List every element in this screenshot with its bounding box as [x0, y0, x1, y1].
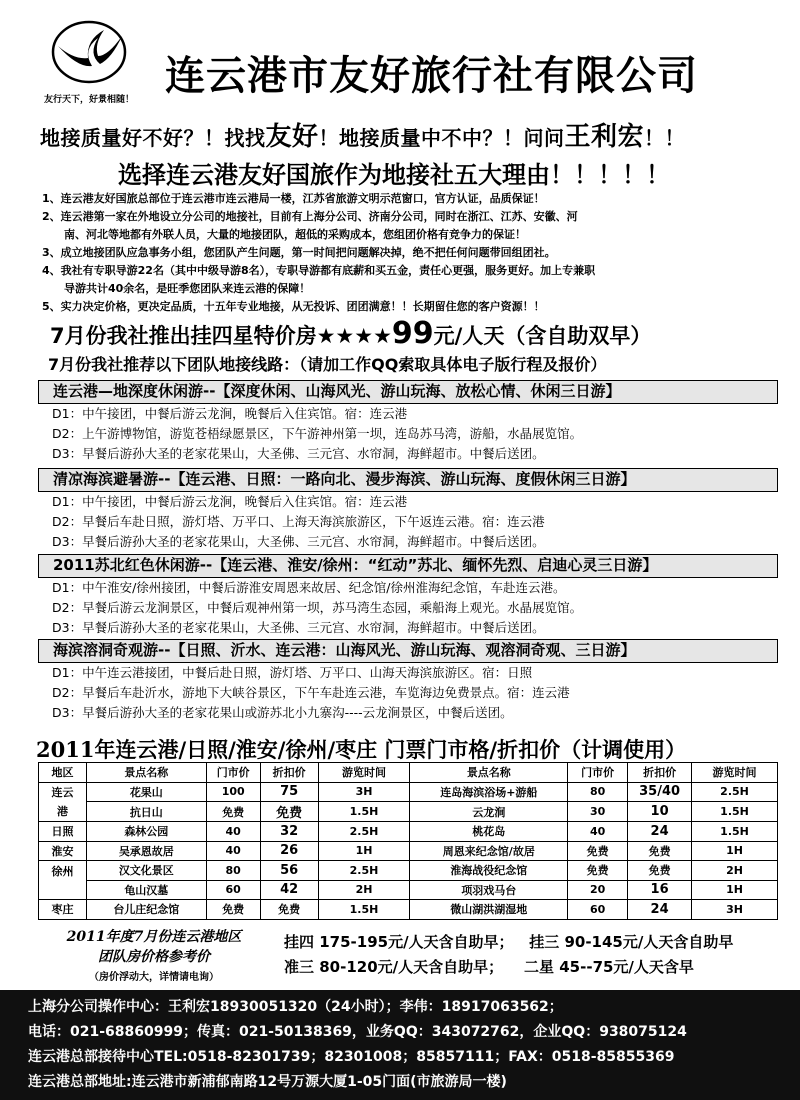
route-day: D3：早餐后游孙大圣的老家花果山，大圣佛、三元宫、水帘洞，海鲜超市。中餐后送团。 [52, 534, 545, 549]
ticket-price-table [38, 762, 778, 920]
team-room-price-label [36, 926, 272, 983]
table-row [39, 822, 778, 842]
slogan-quality [40, 116, 685, 153]
region-cell: 枣庄 [39, 900, 87, 920]
table-cell: 60 [206, 880, 260, 900]
table-cell: 2H [692, 861, 778, 881]
table-cell: 免费 [628, 841, 692, 861]
promo-suffix: 元/人天（含自助双早） [433, 324, 652, 348]
slogan-five-reasons: 选择连云港友好国旅作为地接社五大理由！！！！！ [118, 160, 670, 189]
table-cell: 免费 [628, 861, 692, 881]
table-cell: 42 [260, 880, 318, 900]
table-cell: 10 [628, 802, 692, 822]
route-title: 海滨溶洞奇观游--【日照、沂水、连云港：山海风光、游山玩海、观溶洞奇观、三日游】 [38, 639, 778, 663]
column-header: 游览时间 [318, 763, 410, 783]
table-cell: 免费 [260, 900, 318, 920]
table-row [39, 861, 778, 881]
column-header: 门市价 [568, 763, 628, 783]
table-cell: 项羽戏马台 [410, 880, 568, 900]
route-day: D1：中午淮安/徐州接团，中餐后游淮安周恩来故居、纪念馆/徐州淮海纪念馆，车赴连云港。 [52, 580, 566, 595]
table-cell: 80 [568, 782, 628, 802]
company-name: 连云港市友好旅行社有限公司 [165, 53, 698, 99]
table-cell: 2H [318, 880, 410, 900]
region-cell: 徐州 [39, 861, 87, 881]
table-cell: 台儿庄纪念馆 [86, 900, 206, 920]
column-header: 折扣价 [628, 763, 692, 783]
table-cell: 24 [628, 822, 692, 842]
reason-item: 3、成立地接团队应急事务小组，您团队产生问题，第一时间把问题解决掉，绝不把任何问题带回组团社。 [42, 246, 556, 259]
table-cell: 16 [628, 880, 692, 900]
reason-item: 5、实力决定价格，更决定品质，十五年专业地接，从无投诉、团团满意！！长期留住您的客户资源！！ [42, 300, 545, 313]
route-block [38, 554, 778, 638]
table-cell: 桃花岛 [410, 822, 568, 842]
table-cell: 1H [318, 841, 410, 861]
table-cell: 汉文化景区 [86, 861, 206, 881]
table-row [39, 841, 778, 861]
table-cell: 森林公园 [86, 822, 206, 842]
slogan-part: 王利宏 [564, 122, 645, 152]
promo-prefix: 7月份我社推出挂四星特价房★★★★ [50, 324, 392, 348]
footer-line: 电话：021-68860999；传真：021-50138369，业务QQ：343072762，企业QQ：938075124 [28, 1024, 687, 1040]
table-row [39, 880, 778, 900]
table-cell: 3H [692, 900, 778, 920]
rate-item: 挂三 90-145元/人天含自助早 [529, 933, 734, 951]
table-cell: 3H [318, 782, 410, 802]
table-cell: 微山湖洪湖湿地 [410, 900, 568, 920]
reason-item: 南、河北等地都有外联人员，大量的地接团队，超低的采购成本，您组团价格有竞争力的保证！ [64, 228, 526, 241]
route-day: D3：早餐后游孙大圣的老家花果山，大圣佛、三元宫、水帘洞，海鲜超市。中餐后送团。 [52, 620, 545, 635]
reason-item: 1、连云港友好国旅总部位于连云港市连云港局一楼，江苏省旅游文明示范窗口，官方认证，品质保证！ [42, 192, 545, 205]
table-header-row [39, 763, 778, 783]
room-rates [284, 930, 733, 980]
footer-line: 连云港总部地址:连云港市新浦郁南路12号万源大厦1-05门面(市旅游局一楼) [28, 1074, 507, 1090]
region-cell: 港 [39, 802, 87, 822]
route-day: D3：早餐后游孙大圣的老家花果山或游苏北小九寨沟----云龙涧景区，中餐后送团。 [52, 705, 513, 720]
rate-item: 二星 45--75元/人天含早 [524, 958, 694, 976]
table-cell: 100 [206, 782, 260, 802]
table-cell: 80 [206, 861, 260, 881]
rate-row [284, 955, 733, 980]
table-cell: 免费 [206, 802, 260, 822]
table-cell: 连岛海滨浴场+游船 [410, 782, 568, 802]
table-cell: 免费 [568, 861, 628, 881]
company-logo [34, 16, 144, 108]
region-cell: 连云 [39, 782, 87, 802]
recommend-line: 7月份我社推荐以下团队地接线路：（请加工作QQ索取具体电子版行程及报价） [48, 355, 607, 374]
table-cell: 1H [692, 880, 778, 900]
contact-footer [0, 990, 800, 1100]
table-row [39, 900, 778, 920]
table-row [39, 782, 778, 802]
table-cell: 1.5H [692, 802, 778, 822]
reason-item: 4、我社有专职导游22名（其中中级导游8名），专职导游都有底薪和买五金，责任心更强，服务更好。加上专兼职 [42, 264, 596, 277]
route-block [38, 380, 778, 464]
slogan-part: 友好 [265, 122, 319, 152]
table-cell: 26 [260, 841, 318, 861]
route-day: D1：中午接团，中餐后游云龙涧，晚餐后入住宾馆。宿：连云港 [52, 494, 408, 509]
route-block [38, 639, 778, 723]
table-cell: 免费 [206, 900, 260, 920]
column-header: 折扣价 [260, 763, 318, 783]
table-cell: 30 [568, 802, 628, 822]
team-price-subtitle: 团队房价格参考价 [98, 949, 210, 965]
table-cell: 40 [568, 822, 628, 842]
column-header: 游览时间 [692, 763, 778, 783]
region-cell: 淮安 [39, 841, 87, 861]
table-cell: 1.5H [318, 900, 410, 920]
table-cell: 75 [260, 782, 318, 802]
table-row [39, 802, 778, 822]
table-cell: 60 [568, 900, 628, 920]
route-day: D2：早餐后游云龙涧景区，中餐后观神州第一坝，苏马湾生态园，乘船海上观光。水晶展览馆。 [52, 600, 583, 615]
table-cell: 龟山汉墓 [86, 880, 206, 900]
route-title: 连云港—地深度休闲游--【深度休闲、山海风光、游山玩海、放松心情、休闲三日游】 [38, 380, 778, 404]
promo-headline [50, 316, 651, 351]
footer-line: 连云港总部接待中心TEL:0518-82301739；82301008；85857111；FAX：0518-85855369 [28, 1049, 675, 1065]
route-title: 清凉海滨避暑游--【连云港、日照：一路向北、漫步海滨、游山玩海、度假休闲三日游】 [38, 468, 778, 492]
reasons-list [42, 190, 782, 316]
table-cell: 2.5H [318, 861, 410, 881]
column-header: 门市价 [206, 763, 260, 783]
route-day: D1：中午连云港接团，中餐后赴日照，游灯塔、万平口、山海天海滨旅游区。宿：日照 [52, 665, 533, 680]
table-cell: 1.5H [692, 822, 778, 842]
slogan-part: ！！ [644, 126, 686, 150]
tickets-title: 2011年连云港/日照/淮安/徐州/枣庄 门票门市格/折扣价（计调使用） [36, 737, 687, 762]
route-day: D2：早餐后车赴沂水，游地下大峡谷景区，下午车赴连云港，车览海边免费景点。宿：连云港 [52, 685, 570, 700]
column-header: 景点名称 [410, 763, 568, 783]
table-cell: 1H [692, 841, 778, 861]
rate-row [284, 930, 733, 955]
table-cell: 吴承恩故居 [86, 841, 206, 861]
table-cell: 免费 [260, 802, 318, 822]
logo-slogan: 友行天下，好景相随！ [43, 95, 134, 105]
table-cell: 1.5H [318, 802, 410, 822]
team-price-note: （房价浮动大，详情请电询） [89, 972, 219, 983]
route-block [38, 468, 778, 552]
table-cell: 40 [206, 841, 260, 861]
region-cell [39, 880, 87, 900]
table-cell: 56 [260, 861, 318, 881]
rate-item: 准三 80-120元/人天含自助早； [284, 958, 504, 976]
header [0, 0, 800, 112]
table-cell: 2.5H [692, 782, 778, 802]
swallow-logo-icon [48, 16, 130, 88]
table-cell: 32 [260, 822, 318, 842]
table-cell: 2.5H [318, 822, 410, 842]
reason-item: 导游共计40余名，是旺季您团队来连云港的保障！ [64, 282, 311, 295]
route-day: D2：上午游博物馆，游览苍梧绿愿景区，下午游神州第一坝，连岛苏马湾，游船，水晶展览馆。 [52, 426, 583, 441]
column-header: 景点名称 [86, 763, 206, 783]
table-cell: 淮海战役纪念馆 [410, 861, 568, 881]
table-cell: 35/40 [628, 782, 692, 802]
route-day: D2：早餐后车赴日照，游灯塔、万平口、上海天海滨旅游区，下午返连云港。宿：连云港 [52, 514, 545, 529]
table-cell: 花果山 [86, 782, 206, 802]
reason-item: 2、连云港第一家在外地设立分公司的地接社，目前有上海分公司、济南分公司，同时在浙江、江苏、安徽、河 [42, 210, 578, 223]
slogan-part: ！地接质量中不中？！问问 [318, 126, 565, 150]
route-day: D3：早餐后游孙大圣的老家花果山，大圣佛、三元宫、水帘洞，海鲜超市。中餐后送团。 [52, 446, 545, 461]
route-title: 2011苏北红色休闲游--【连云港、淮安/徐州：“红动”苏北、缅怀先烈、启迪心灵三日游】 [38, 554, 778, 578]
promo-price: 99 [391, 316, 434, 351]
team-price-title: 2011年度7月份连云港地区 [66, 929, 242, 945]
footer-line: 上海分公司操作中心：王利宏18930051320（24小时）；李伟：18917063562； [28, 999, 563, 1015]
region-cell: 日照 [39, 822, 87, 842]
table-cell: 免费 [568, 841, 628, 861]
table-cell: 40 [206, 822, 260, 842]
table-cell: 20 [568, 880, 628, 900]
table-cell: 24 [628, 900, 692, 920]
column-header: 地区 [39, 763, 87, 783]
rate-item: 挂四 175-195元/人天含自助早； [284, 933, 514, 951]
route-day: D1：中午接团，中餐后游云龙涧，晚餐后入住宾馆。宿：连云港 [52, 406, 408, 421]
table-cell: 周恩来纪念馆/故居 [410, 841, 568, 861]
slogan-part: 地接质量好不好？！找找 [40, 126, 266, 150]
table-cell: 抗日山 [86, 802, 206, 822]
table-cell: 云龙涧 [410, 802, 568, 822]
